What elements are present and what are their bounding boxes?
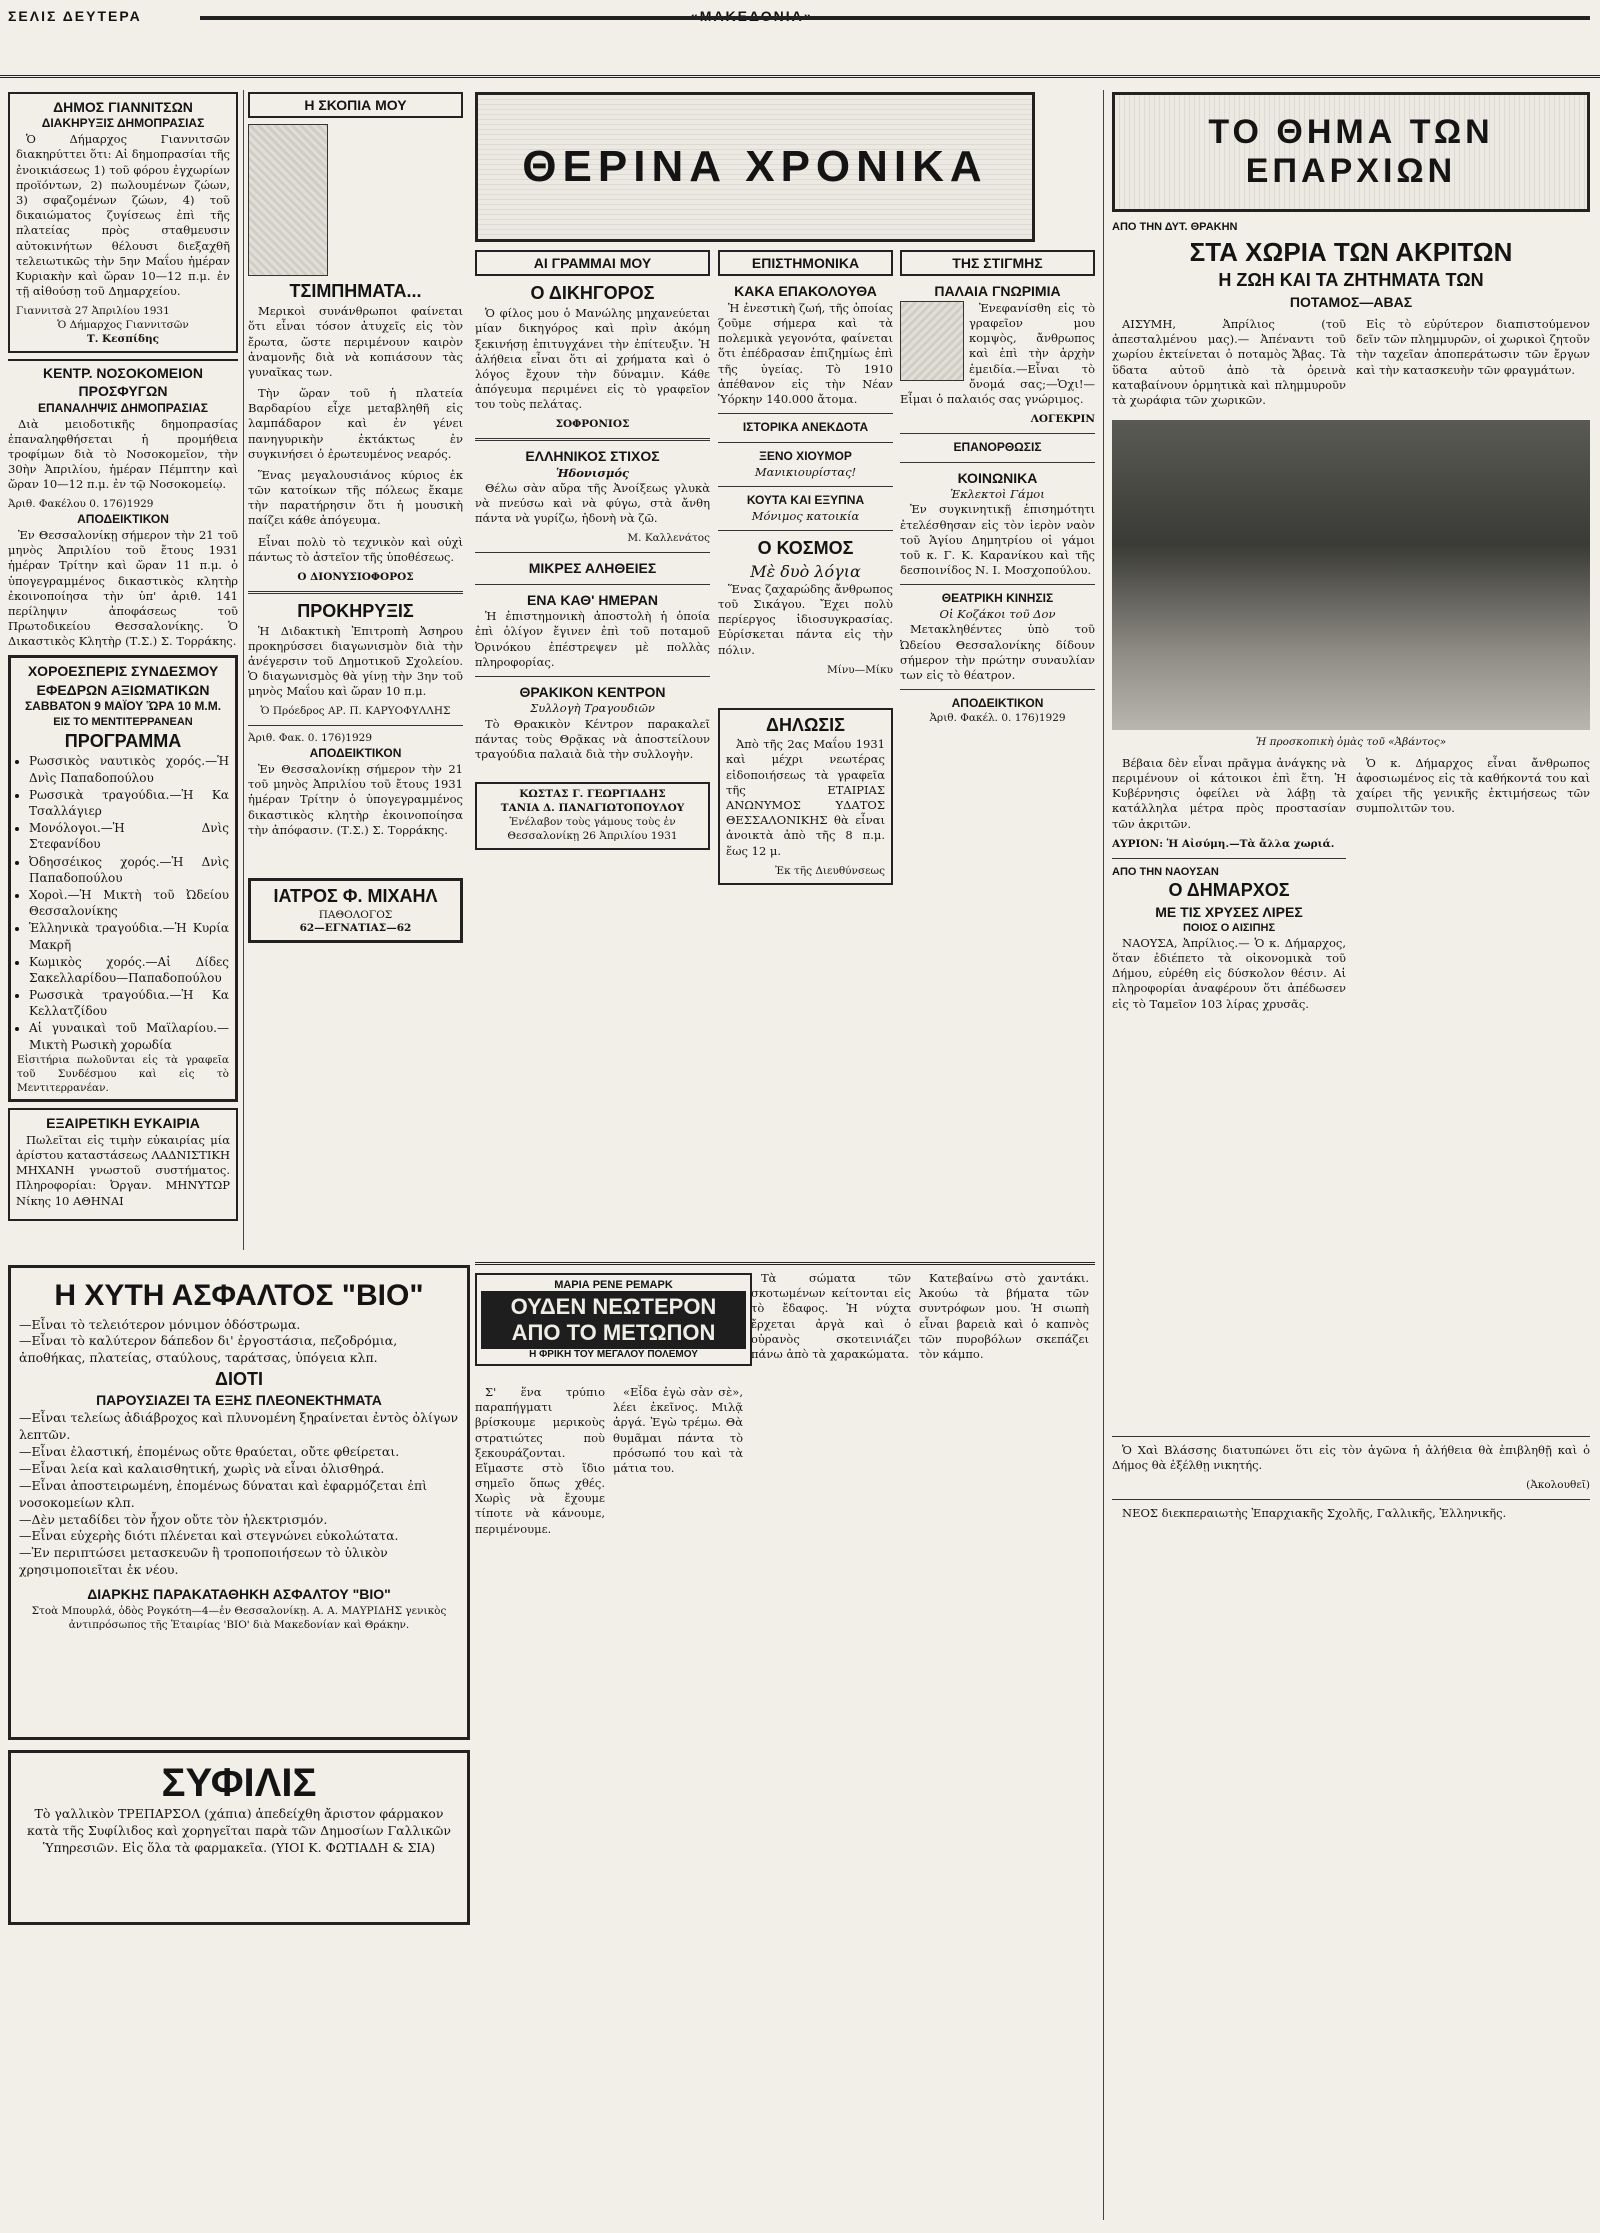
doctor-name: ΙΑΤΡΟΣ Φ. ΜΙΧΑΗΛ [273,885,438,906]
doctor-address: 62—ΕΓΝΑΤΙΑΣ—62 [299,922,412,935]
notice-title: ΔΗΜΟΣ ΓΙΑΝΝΙΤΣΩΝ [53,99,193,115]
grammai-header: ΑΙ ΓΡΑΜΜΑΙ ΜΟΥ [533,255,652,271]
dikigoros-title: Ο ΔΙΚΗΓΟΡΟΣ [530,283,655,304]
ad-choroesperis-date: ΣΑΒΒΑΤΟΝ 9 ΜΑΪΟΥ ὭΡΑ 10 Μ.Μ. [24,699,222,714]
masthead-center: «ΜΑΚΕΔΟΝΙΑ» [690,8,814,24]
program-item: • Ὀδησσέικος χορός.—Ἡ Δνὶς Παπαδοπούλου [29,854,229,886]
wedding-text: Ἐνέλαβον τοὺς γάμους τοὺς ἐν Θεσσαλονίκῃ 26 Ἀπριλίου 1931 [507,815,678,842]
stigmis-header: ΤΗΣ ΣΤΙΓΜΗΣ [952,255,1043,271]
program-item: • Χοροὶ.—Ἡ Μικτὴ τοῦ Ὠδείου Θεσσαλονίκης [29,887,229,919]
program-item: • Κωμικὸς χορός.—Αἱ Δίδες Σακελλαρίδου—Παπαδοπούλου [29,954,229,986]
thraki-body-3: Βέβαια δὲν εἶναι πρᾶγμα ἀνάγκης νὰ περιμένουν οἱ κάτοικοι ἐπὶ ἔτη. Ἡ Κυβέρνησις ὀφείλει νὰ λάβῃ τὰ κατάλληλα μέτρα πρὸς προστασίαν τῶν ἀκριτῶν. [1112,755,1346,831]
hospital-subtitle: ΕΠΑΝΑΛΗΨΙΣ ΔΗΜΟΠΡΑΣΙΑΣ [38,400,208,415]
kouta-title: ΚΟΥΤΑ ΚΑΙ ΕΞΥΠΝΑ [746,492,865,507]
advantage-item: —Εἶναι ἐλαστική, ἑπομένως οὔτε θραύεται, οὔτε φθείρεται. [19,1444,400,1460]
stichos-sign: Μ. Καλλενάτος [627,532,710,545]
center-column-2 [718,250,893,1150]
ad-asphalt-why: ΔΙΟΤΙ [215,1369,263,1390]
koinonika-body: Ἐν συγκινητικῇ ἐπισημότητι ἐτελέσθησαν εἰς τὸν ἱερὸν ναὸν τοῦ Ἁγίου Δημητρίου οἱ γάμοι τοῦ κ. Γ. Κ. Καρανίκου καὶ τῆς δεσποινίδος Ν. Ι. Μοσχοπούλου. [900,502,1095,578]
ad-choroesperis-venue: ΕΙΣ ΤΟ ΜΕΝΤΙΤΕΡΡΑΝΕΑΝ [53,716,193,729]
dilosis-sign: Ἐκ τῆς Διευθύνσεως [775,864,885,877]
gnorimia-image [900,301,964,381]
naousa-headline: Ο ΔΗΜΑΡΧΟΣ [1168,880,1290,901]
thrakikon-body: Τὸ Θρακικὸν Κέντρον παρακαλεῖ πάντας τοὺς Θρᾷκας νὰ ἀποστείλουν τραγούδια παλαιὰ διὰ τὴν συλλογὴν. [475,716,710,761]
ad-eykairia [8,1108,238,1220]
ad-syfilis-title: ΣΥΦΙΛΙΣ [161,1761,317,1805]
caricature-image [248,124,328,276]
scouts-photo [1112,420,1590,730]
masthead [0,0,1600,78]
ad-choroesperis [8,655,238,1102]
thraki-from: ΑΠΟ ΤΗΝ ΔΥΤ. ΘΡΑΚΗΝ [1112,221,1238,233]
theatriki-body: Μετακληθέντες ὑπὸ τοῦ Ὠδείου Θεσσαλονίκης δίδουν σήμερον τὴν πρώτην συναυλίαν των εἰς τὸ θέατρον. [900,622,1095,682]
ad-choroesperis-title: ΧΟΡΟΕΣΠΕΡΙΣ ΣΥΝΔΕΣΜΟΥ ΕΦΕΔΡΩΝ ΑΞΙΩΜΑΤΙΚΩΝ [27,663,219,698]
apodeiktikon2-title: ΑΠΟΔΕΙΚΤΙΚΟΝ [309,746,402,761]
serial-subtitle: Η ΦΡΙΚΗ ΤΟΥ ΜΕΓΑΛΟΥ ΠΟΛΕΜΟΥ [529,1349,698,1360]
skopia-body-2: Τὴν ὥραν τοῦ ἡ πλατεία Βαρδαρίου εἶχε μεταβληθῆ εἰς λαμπάδαρον καὶ ἐν γένει πανηγυρικὴν ἐκτάκτως ἐν συγκινήσει ὁ ἐρωτευμένος νεαρός. [248,386,463,461]
right-lower-right [1356,756,1590,1018]
kosmos-body: Ἕνας ζαχαρώδης ἄνθρωπος τοῦ Σικάγου. Ἔχει πολὺ περίεργος ἰδιοσυγκρασίας. Εὐρίσκεται πάντα εἰς τὴν πόλιν. [718,581,893,657]
ad-asphalt-list [19,1410,459,1579]
naousa-kicker: ΠΟΙΟΣ Ο ΑΙΣΙΠΗΣ [1182,922,1276,935]
thraki-body-1: ΑΙΣΥΜΗ, Ἀπρίλιος (τοῦ ἀπεσταλμένου μας).— Ἀπέναντι τοῦ χωρίου ἐκτείνεται ὁ ποταμὸς Ἄβας. Τὰ ὕδατα αὐτοῦ ἀπὸ τὰ ὀρεινὰ καταβαίνουν ὁρμητικὰ καὶ πλημμυροῦν τὰ χωράφια τῶν χωρικῶν. [1112,317,1346,407]
ad-eykairia-body: Πωλεῖται εἰς τιμὴν εὐκαιρίας μία ἀρίστου καταστάσεως ΛΑΔΝΙΣΤΙΚΗ ΜΗΧΑΝΗ γνωστοῦ συστήματος. Πληροφορίαι: Ὀργαν. ΜΗΝΥΤΩΡ Νίκης 10 ΑΘΗΝΑΙ [16,1132,230,1208]
right-lower-left [1112,756,1346,1018]
prokiryxis-body: Ἡ Διδακτικὴ Ἐπιτροπὴ Ἀσηρου προκηρύσσει διαγωνισμὸν διὰ τὴν ἀνέγερσιν τοῦ Δημοτικοῦ Σχολείου. Ὁ διαγωνισμὸς θὰ γίνῃ τὴν 3ην τοῦ μηνὸς Μαΐου καὶ ὥραν 10 π.μ. [248,623,463,699]
prokiryxis-title: ΠΡΟΚΗΡΥΞΙΣ [297,600,414,621]
column-divider [243,90,244,1250]
notice-name: Τ. Κεσπίδης [86,332,160,345]
serial-col-4-text: Κατεβαίνω στὸ χαντάκι. Ἀκούω τὰ βήματα τῶν συντρόφων μου. Ἡ σιωπὴ εἶναι βαρειὰ καὶ ὁ καπνὸς τῶν πυροβόλων σκεπάζει τὸν κάμπο. [919,1271,1089,1361]
skopia-body-4: Εἶναι πολὺ τὸ τεχνικὸν καὶ οὐχὶ πάντως τὸ ἀστεῖον τῆς ὑποθέσεως. [248,534,463,564]
center-banner-title: ΘΕΡΙΝΑ ΧΡΟΝΙΚΑ [522,142,988,191]
advantage-item: —Δὲν μεταδίδει τὸν ἦχον οὔτε τὸν ἠλεκτρισμόν. [19,1511,328,1527]
naousa-from: ΑΠΟ ΤΗΝ ΝΑΟΥΣΑΝ [1112,865,1219,878]
epanorthosis-title: ΕΠΑΝΟΡΘΩΣΙΣ [953,440,1042,454]
program-item: • Ρωσσικὰ τραγούδια.—Ἡ Κα Τσαλλάγιερ [29,787,229,819]
program-item: • Μονόλογοι.—Ἡ Δνὶς Στεφανίδου [29,820,229,852]
naousa-subheadline: ΜΕ ΤΙΣ ΧΡΥΣΕΣ ΛΙΡΕΣ [1155,903,1303,920]
ad-syfilis [8,1750,470,1925]
koinonika-title: ΚΟΙΝΩΝΙΚΑ [957,469,1038,486]
notice-date: Γιαννιτσὰ 27 Ἀπριλίου 1931 [16,305,170,318]
notice-giannitsa [8,92,238,353]
serial-header-box [475,1273,752,1366]
gnorimia-title: ΠΑΛΑΙΑ ΓΝΩΡΙΜΙΑ [934,283,1061,300]
serial-col-1-text: Σ' ἕνα τρύπιο παραπήγματι βρίσκουμε μερικοὺς στρατιώτες ποὺ ξεκουράζονται. Εἴμαστε στὸ ἴδιο σημεῖο ὅπως χθές. Χωρὶς νὰ ἔχουμε τίποτε νὰ κάνουμε, περιμένουμε. [475,1385,605,1536]
skopia-body-1: Μερικοὶ συνάνθρωποι φαίνεται ὅτι εἶναι τόσον ἀτυχεῖς εἰς τὸν ἔρωτα, ὥστε περιμένουν καιρὸν ἀναμονῆς διὰ νὰ κοπιάσουν τὰς γυναῖκας των. [248,304,463,379]
thraki-tomorrow: ΑΥΡΙΟΝ: Ἡ Αἰσύμη.—Τὰ ἄλλα χωριά. [1112,837,1335,850]
theatriki-subtitle: Οἱ Κοζάκοι τοῦ Δον [939,607,1056,622]
epistimonika-header: ΕΠΙΣΤΗΜΟΝΙΚΑ [751,255,860,271]
advantage-item: —Εἶναι τελείως ἀδιάβροχος καὶ πλυνομένη ξηραίνεται ἐντὸς ὀλίγων λεπτῶν. [19,1410,459,1443]
program-item: • Ἑλληνικὰ τραγούδια.—Ἡ Κυρία Μακρῆ [29,920,229,952]
stichos-title: ΕΛΛΗΝΙΚΟΣ ΣΤΙΧΟΣ [525,448,660,465]
ad-asphalt-title: Η ΧΥΤΗ ΑΣΦΑΛΤΟΣ "ΒΙΟ" [54,1279,424,1312]
dikigoros-body: Ὁ φίλος μου ὁ Μανώλης μηχανεύεται μίαν δικηγόρος καὶ πρὶν ἀκόμη ξεκινήσῃ ἐπιτυγχάνει τὴν ἐπίτευξιν. Ἡ ἀλήθεια εἶναι ὅτι αἱ χρήματα καὶ ὁ λόγος ἔχουν τὴν δύναμιν. Κάθε ἀπόγευμα περιμένει εἰς τὸ γραφεῖον του τοὺς πελάτας. [475,306,710,412]
serial-col-3-text: Τὰ σώματα τῶν σκοτωμένων κείτονται εἰς τὸ ἔδαφος. Ἡ νύχτα ἔρχεται ἀργὰ καὶ ὁ οὐρανὸς σκοτεινιάζει πάνω ἀπὸ τὰ χαρακώματα. [751,1271,911,1361]
xeno-chioumor-title: ΞΕΝΟ ΧΙΟΥΜΟΡ [759,448,852,463]
thraki-body-5: Ὁ κ. Δήμαρχος εἶναι ἄνθρωπος ἀφοσιωμένος εἰς τὰ καθήκοντά του καὶ χαίρει τῆς γενικῆς ἐκτιμήσεως τῶν συμπολιτῶν του. [1356,755,1590,816]
wedding-box [475,782,710,849]
masthead-rule [200,16,1590,20]
ad-asphalt-line-2: —Εἶναι τὸ καλύτερον δάπεδον δι' ἐργοστάσια, πεζοδρόμια, ἀποθήκας, πλατείας, σταύλους, ταράτσας, ὑπόγεια κλπ. [19,1333,398,1366]
grammai-header-box [475,250,710,276]
apodeiktikon2-ref: Ἀριθ. Φακ. 0. 176)1929 [248,732,373,745]
program-item: • Αἱ γυναικαὶ τοῦ Μαϊλαρίου.—Μικτὴ Ρωσικὴ χορωδία [29,1020,229,1052]
kouta-subtitle: Μόνιμος κατοικία [751,508,860,523]
kosmos-title: Ο ΚΟΣΜΟΣ [757,537,854,558]
scouts-caption: Ἡ προσκοπικὴ ὁμὰς τοῦ «Ἀβάντος» [1255,736,1447,749]
advantage-item: —Εἶναι ἀποστειρωμένη, ἑπομένως δύναται καὶ ἐφαρμόζεται ἐπὶ νοσοκομείων κλπ. [19,1477,428,1510]
epakolouthia-body: Ἡ ἐνεστικὴ ζωή, τῆς ὁποίας ζοῦμε σήμερα καὶ τὰ πολεμικὰ γεγονότα, φαίνεται ὅτι ἐπέδρασαν ἐπιζημίως ἐπὶ τῆς ὑγείας. Τὸ 1910 ἀπέθανον εἰς τὴν Νέαν Ὑόρκην 140.000 ἄτομα. [718,300,893,406]
right-bottom-body: Ὁ Χαὶ Βλάσσης διατυπώνει ὅτι εἰς τὸν ἀγῶνα ἡ ἀλήθεια θὰ ἐπιβληθῇ καὶ ὁ Δήμος θὰ ἐξέλθῃ νικητής. [1112,1443,1590,1473]
right-bottom-continue: (Ἀκολουθεῖ) [1526,1479,1590,1492]
kosmos-subtitle: Μὲ δυὸ λόγια [750,561,861,581]
center-banner [475,92,1035,242]
ad-syfilis-body: Τὸ γαλλικὸν ΤΡΕΠΑΡΣΟΛ (χάπια) ἀπεδείχθη ἄριστον φάρμακον κατὰ τῆς Συφίλιδος καὶ χορηγεῖται παρὰ τῶν Δημοσίων Γαλλικῶν Ὑπηρεσιῶν. Εἰς ὅλα τὰ φαρμακεῖα. (ΥΙΟΙ Κ. ΦΩΤΙΑΔΗ & ΣΙΑ) [27,1806,451,1855]
epistimonika-header-box [718,250,893,276]
right-banner [1112,92,1590,212]
gnorimia-sign: ΛΟΓΕΚΡΙΝ [1030,413,1095,426]
right-article [1112,220,1590,1220]
apodeiktikon-ref: Ἀριθ. Φακέλου 0. 176)1929 [8,498,154,511]
right-banner-title: ΤΟ ΘΗΜΑ ΤΩΝ ΕΠΑΡΧΙΩΝ [1208,113,1494,190]
masthead-left: ΣΕΛΙΣ ΔΕΥΤΕΡΑ [8,8,142,24]
ena-kath-hmeran-body: Ἡ ἐπιστημονικὴ ἀποστολὴ ἡ ὁποία ἐπὶ ὀλίγον ἔγινεν ἐπὶ τοῦ ποταμοῦ Ὀρινόκου ἐπέστρεψεν μὲ πολλὰς πληροφορίας. [475,609,710,669]
thraki-river: ΠΟΤΑΜΟΣ—ΑΒΑΣ [1289,293,1413,310]
center-column-3 [900,250,1095,1150]
serial-novel [475,1262,1095,2222]
hospital-title: ΚΕΝΤΡ. ΝΟΣΟΚΟΜΕΙΟΝ ΠΡΟΣΦΥΓΩΝ [8,359,238,401]
wedding-name-1: ΚΩΣΤΑΣ Γ. ΓΕΩΡΓΙΑΔΗΣ [519,788,666,801]
right-bottom [1112,1430,1590,2220]
ad-asphalt [8,1265,470,1740]
theatriki-title: ΘΕΑΤΡΙΚΗ ΚΙΝΗΣΙΣ [941,591,1054,606]
mikres-title: ΜΙΚΡΕΣ ΑΛΗΘΕΙΕΣ [528,560,657,577]
stichos-body: Θέλω σὰν αὔρα τῆς Ἀνοίξεως γλυκὰ νὰ πνεύσω καὶ νὰ φύγω, στὰ ἄνθη πάντα νὰ γυρίζω, ἡδονὴ νὰ ζῶ. [475,480,710,526]
advantage-item: —Εἶναι λεία καὶ καλαισθητική, χωρὶς νὰ εἶναι ὀλισθηρά. [19,1460,385,1476]
thraki-headline: ΣΤΑ ΧΩΡΙΑ ΤΩΝ ΑΚΡΙΤΩΝ [1189,236,1513,267]
thraki-text-row [1112,317,1590,414]
dilosis-title: ΔΗΛΩΣΙΣ [766,714,845,735]
serial-title: ΟΥΔΕΝ ΝΕΩΤΕΡΟΝ ΑΠΟ ΤΟ ΜΕΤΩΠΟΝ [481,1291,746,1349]
ad-doctor [248,878,463,943]
thrakikon-subtitle: Συλλογὴ Τραγουδιῶν [530,701,655,716]
notice-body: Ὁ Δήμαρχος Γιαννιτσῶν διακηρύττει ὅτι: Αἱ δημοπρασίαι τῆς ἐνοικιάσεως 1) τοῦ φόρου ἐγχωρίων προϊόντων, 2) πωλουμένων ζώων, 3) σφαζομένων ζώων, 4) τοῦ δικαιώματος ζυγίσεως ἐπὶ τῆς πλατείας πρὸς σταθμευσιν αὐτοκινήτων θέλουσι διεξαχθῆ τελειωτικῶς τὴν 5ην Μαΐου ἡμέραν Κυριακὴν καὶ ὥραν 10—12 π.μ. ἐν τῇ αἰθούσῃ τοῦ Δημαρχείου. [16,132,230,299]
anekdota-title: ΙΣΤΟΡΙΚΑ ΑΝΕΚΔΟΤΑ [742,420,869,435]
advantage-item: —Εἶναι εὐχερὴς διότι πλένεται καὶ στεγνώνει εὐκολώτατα. [19,1528,399,1544]
ena-kath-hmeran-title: ΕΝΑ ΚΑΘ' ΗΜΕΡΑΝ [526,591,659,608]
stichos-subtitle: Ἡδονισμός [555,465,630,480]
koinonika-subtitle: Ἐκλεκτοὶ Γάμοι [950,487,1045,502]
dilosis-body: Ἀπὸ τῆς 2ας Μαΐου 1931 καὶ μέχρι νεωτέρας εἰδοποιήσεως τὰ γραφεῖα τῆς ΕΤΑΙΡΙΑΣ ΑΝΩΝΥΜΟΣ ΥΔΑΤΟΣ ΘΕΣΣΑΛΟΝΙΚΗΣ θὰ εἶναι ἀνοικτὰ ἀπὸ τῆς 8 π.μ. ἕως 12 μ. [726,737,885,858]
serial-col-2 [613,1385,743,2215]
column-2 [248,92,463,1252]
notice-sign: Ὁ Δήμαρχος Γιαννιτσῶν [57,319,189,332]
apodeiktikon2-body: Ἐν Θεσσαλονίκῃ σήμερον τὴν 21 τοῦ μηνὸς Ἀπριλίου τοῦ ἔτους 1931 ἡμέραν Τρίτην ὁ ὑπογεγραμμένος δικαστικὸς κλητὴρ ἐκοινοποίησα τὴν ἀπόφασιν. (Τ.Σ.) Σ. Τορράκης. [248,761,463,837]
serial-col-4 [919,1271,1089,2211]
advantage-item: —Ἐν περιπτώσει μετασκευῶν ἢ τροποποιήσεων τὸ ὑλικὸν χρησιμοποιεῖται ἐκ νέου. [19,1545,388,1578]
xeno-chioumor-subtitle: Μανικιουρίστας! [754,464,857,479]
thraki-body-2: Εἰς τὸ εὐρύτερον διαπιστούμενον δεῖν τῶν πλημμυρῶν, οἱ χωρικοὶ ζητοῦν τὴν ταχεῖαν ἀποπεράτωσιν τῶν ἔργων καὶ τὴν κατασκευὴν τῶν φραγμάτων. [1356,317,1590,377]
epakolouthia-title: ΚΑΚΑ ΕΠΑΚΟΛΟΥΘΑ [734,283,877,300]
right-column-divider [1103,90,1104,2220]
ad-asphalt-address: Στοὰ Μπουρλά, ὁδὸς Ρογκότη—4—ἐν Θεσσαλονίκῃ. Α. Α. ΜΑΥΡΙΔΗΣ γενικὸς ἀντιπρόσωπος τῆς Ἑταιρίας 'ΒΙΟ' διὰ Μακεδονίαν καὶ Θράκην. [31,1604,447,1632]
thrakikon-title: ΘΡΑΚΙΚΟΝ ΚΕΝΤΡΟΝ [519,683,666,700]
ad-choroesperis-program: ΠΡΟΓΡΑΜΜΑ [64,730,182,751]
program-item: • Ρωσσικὰ τραγούδια.—Ἡ Κα Κελλατζίδου [29,987,229,1019]
dilosis-box [718,708,893,885]
skopia-header-box [248,92,463,118]
naousa-body: ΝΑΟΥΣΑ, Ἀπρίλιος.— Ὁ κ. Δήμαρχος, ὅταν ἐδιέπετο τὰ οἰκονομικὰ τοῦ Δήμου, εὑρέθη εἰς δύσκολον θέσιν. Αἱ πληροφορίαι ἀναφέρουν ὅτι ἀπέδωσεν εἰς τὸ Ταμεῖον 103 λίρας χρυσᾶς. [1112,935,1346,1011]
notice-subtitle: ΔΙΑΚΗΡΥΞΙΣ ΔΗΜΟΠΡΑΣΙΑΣ [41,116,205,131]
doctor-specialty: ΠΑΘΟΛΟΓΟΣ [318,908,393,921]
program-item: • Ρωσσικὸς ναυτικὸς χορός.—Ἡ Δνὶς Παπαδοπούλου [29,753,229,785]
thraki-subheadline: Η ΖΩΗ ΚΑΙ ΤΑ ΖΗΤΗΜΑΤΑ ΤΩΝ [1218,269,1484,290]
ad-asphalt-advantages: ΠΑΡΟΥΣΙΑΖΕΙ ΤΑ ΕΞΗΣ ΠΛΕΟΝΕΚΤΗΜΑΤΑ [96,1392,382,1409]
kosmos-sign: Μίνυ—Μίκυ [827,663,893,676]
serial-col-1 [475,1385,605,2215]
column-1 [8,92,238,1252]
ad-eykairia-title: ΕΞΑΙΡΕΤΙΚΗ ΕΥΚΑΙΡΙΑ [46,1115,200,1132]
apodeiktikon-title: ΑΠΟΔΕΙΚΤΙΚΟΝ [77,512,169,527]
neos-ad: ΝΕΟΣ διεκπεραιωτὴς Ἐπαρχιακῆς Σχολῆς, Γαλλικῆς, Ἑλληνικῆς. [1122,1506,1507,1521]
skopia-header: Η ΣΚΟΠΙΑ ΜΟΥ [304,97,407,113]
skopia-body-3: Ἕνας μεγαλουσιάνος κύριος ἐκ τῶν κατοίκων τῆς πόλεως ἔκαμε τὴν παρατήρησιν ὅτι ἡ μουσικὴ παίζει κάθε ἀπόγευμα. [248,467,463,528]
skopia-title: ΤΣΙΜΠΗΜΑΤΑ... [289,281,422,302]
serial-author: ΜΑΡΙΑ ΡΕΝΕ ΡΕΜΑΡΚ [554,1279,673,1291]
dikigoros-sign: ΣΟΦΡΟΝΙΟΣ [555,418,630,431]
gnorimia-body: Ἐνεφανίσθη εἰς τὸ γραφεῖον μου κομψὸς, ἄνθρωπος καὶ ἐπὶ τὴν ἀρχὴν ἐμειδία.—Εἶναι τὸ ὄνομά σας;—Ὁχι!—Εἶμαι ὁ παλαιός σας γνώριμος. [900,300,1095,406]
right-lower-row [1112,756,1590,1018]
program-list [17,753,229,1052]
skopia-sign: Ο ΔΙΟΝΥΣΙΟΦΟΡΟΣ [297,570,414,583]
apodeiktikon3-ref: Ἀριθ. Φακέλ. 0. 176)1929 [929,711,1066,724]
serial-col-2-text: «Εἶδα ἐγὼ σὰν σὲ», λέει ἐκεῖνος. Μιλᾷ ἀργά. Ἐγὼ τρέμω. Θὰ θυμᾶμαι πάντα τὸ πρόσωπό του καὶ τὰ μάτια του. [613,1385,743,1475]
wedding-name-2: ΤΑΝΙΑ Δ. ΠΑΝΑΓΙΩΤΟΠΟΥΛΟΥ [500,801,685,814]
apodeiktikon3-title: ΑΠΟΔΕΙΚΤΙΚΟΝ [951,696,1044,711]
ad-choroesperis-note: Εἰσιτήρια πωλοῦνται εἰς τὰ γραφεῖα τοῦ Συνδέσμου καὶ εἰς τὸ Μεντιτερρανέαν. [17,1053,229,1094]
ad-asphalt-footer: ΔΙΑΡΚΗΣ ΠΑΡΑΚΑΤΑΘΗΚΗ ΑΣΦΑΛΤΟΥ "ΒΙΟ" [87,1586,391,1603]
prokiryxis-sign: Ὁ Πρόεδρος ΑΡ. Π. ΚΑΡΥΟΦΥΛΛΗΣ [260,705,451,718]
center-column-1 [475,250,710,1150]
hospital-body: Διὰ μειοδοτικῆς δημοπρασίας ἐπαναληφθήσεται ἡ προμήθεια τροφίμων διὰ τὸ Νοσοκομεῖον, τὴν 30ὴν Ἀπριλίου, ἡμέραν Πέμπτην καὶ ὥραν 10—12 π.μ. ἐν τῷ Νοσοκομείῳ. [8,416,238,492]
stigmis-header-box [900,250,1095,276]
serial-col-3 [751,1271,911,2211]
ad-asphalt-line-1: —Εἶναι τὸ τελειότερον μόνιμον ὁδόστρωμα. [19,1316,301,1332]
apodeiktikon-body: Ἐν Θεσσαλονίκῃ σήμερον τὴν 21 τοῦ μηνὸς Ἀπριλίου τοῦ ἔτους 1931 ἡμέραν Τρίτην καὶ ὥραν 11 π.μ. ὁ ὑπογεγραμμένος δικαστικὸς κλητὴρ ἐκοινοποίησα τὴν ὑπ' ἀριθ. 141 περίληψιν ἀποφάσεως τοῦ Πρωτοδικείου Θεσσαλονίκης. Ὁ Δικαστικὸς Κλητὴρ (Τ.Σ.) Σ. Τορράκης. [8,528,238,649]
